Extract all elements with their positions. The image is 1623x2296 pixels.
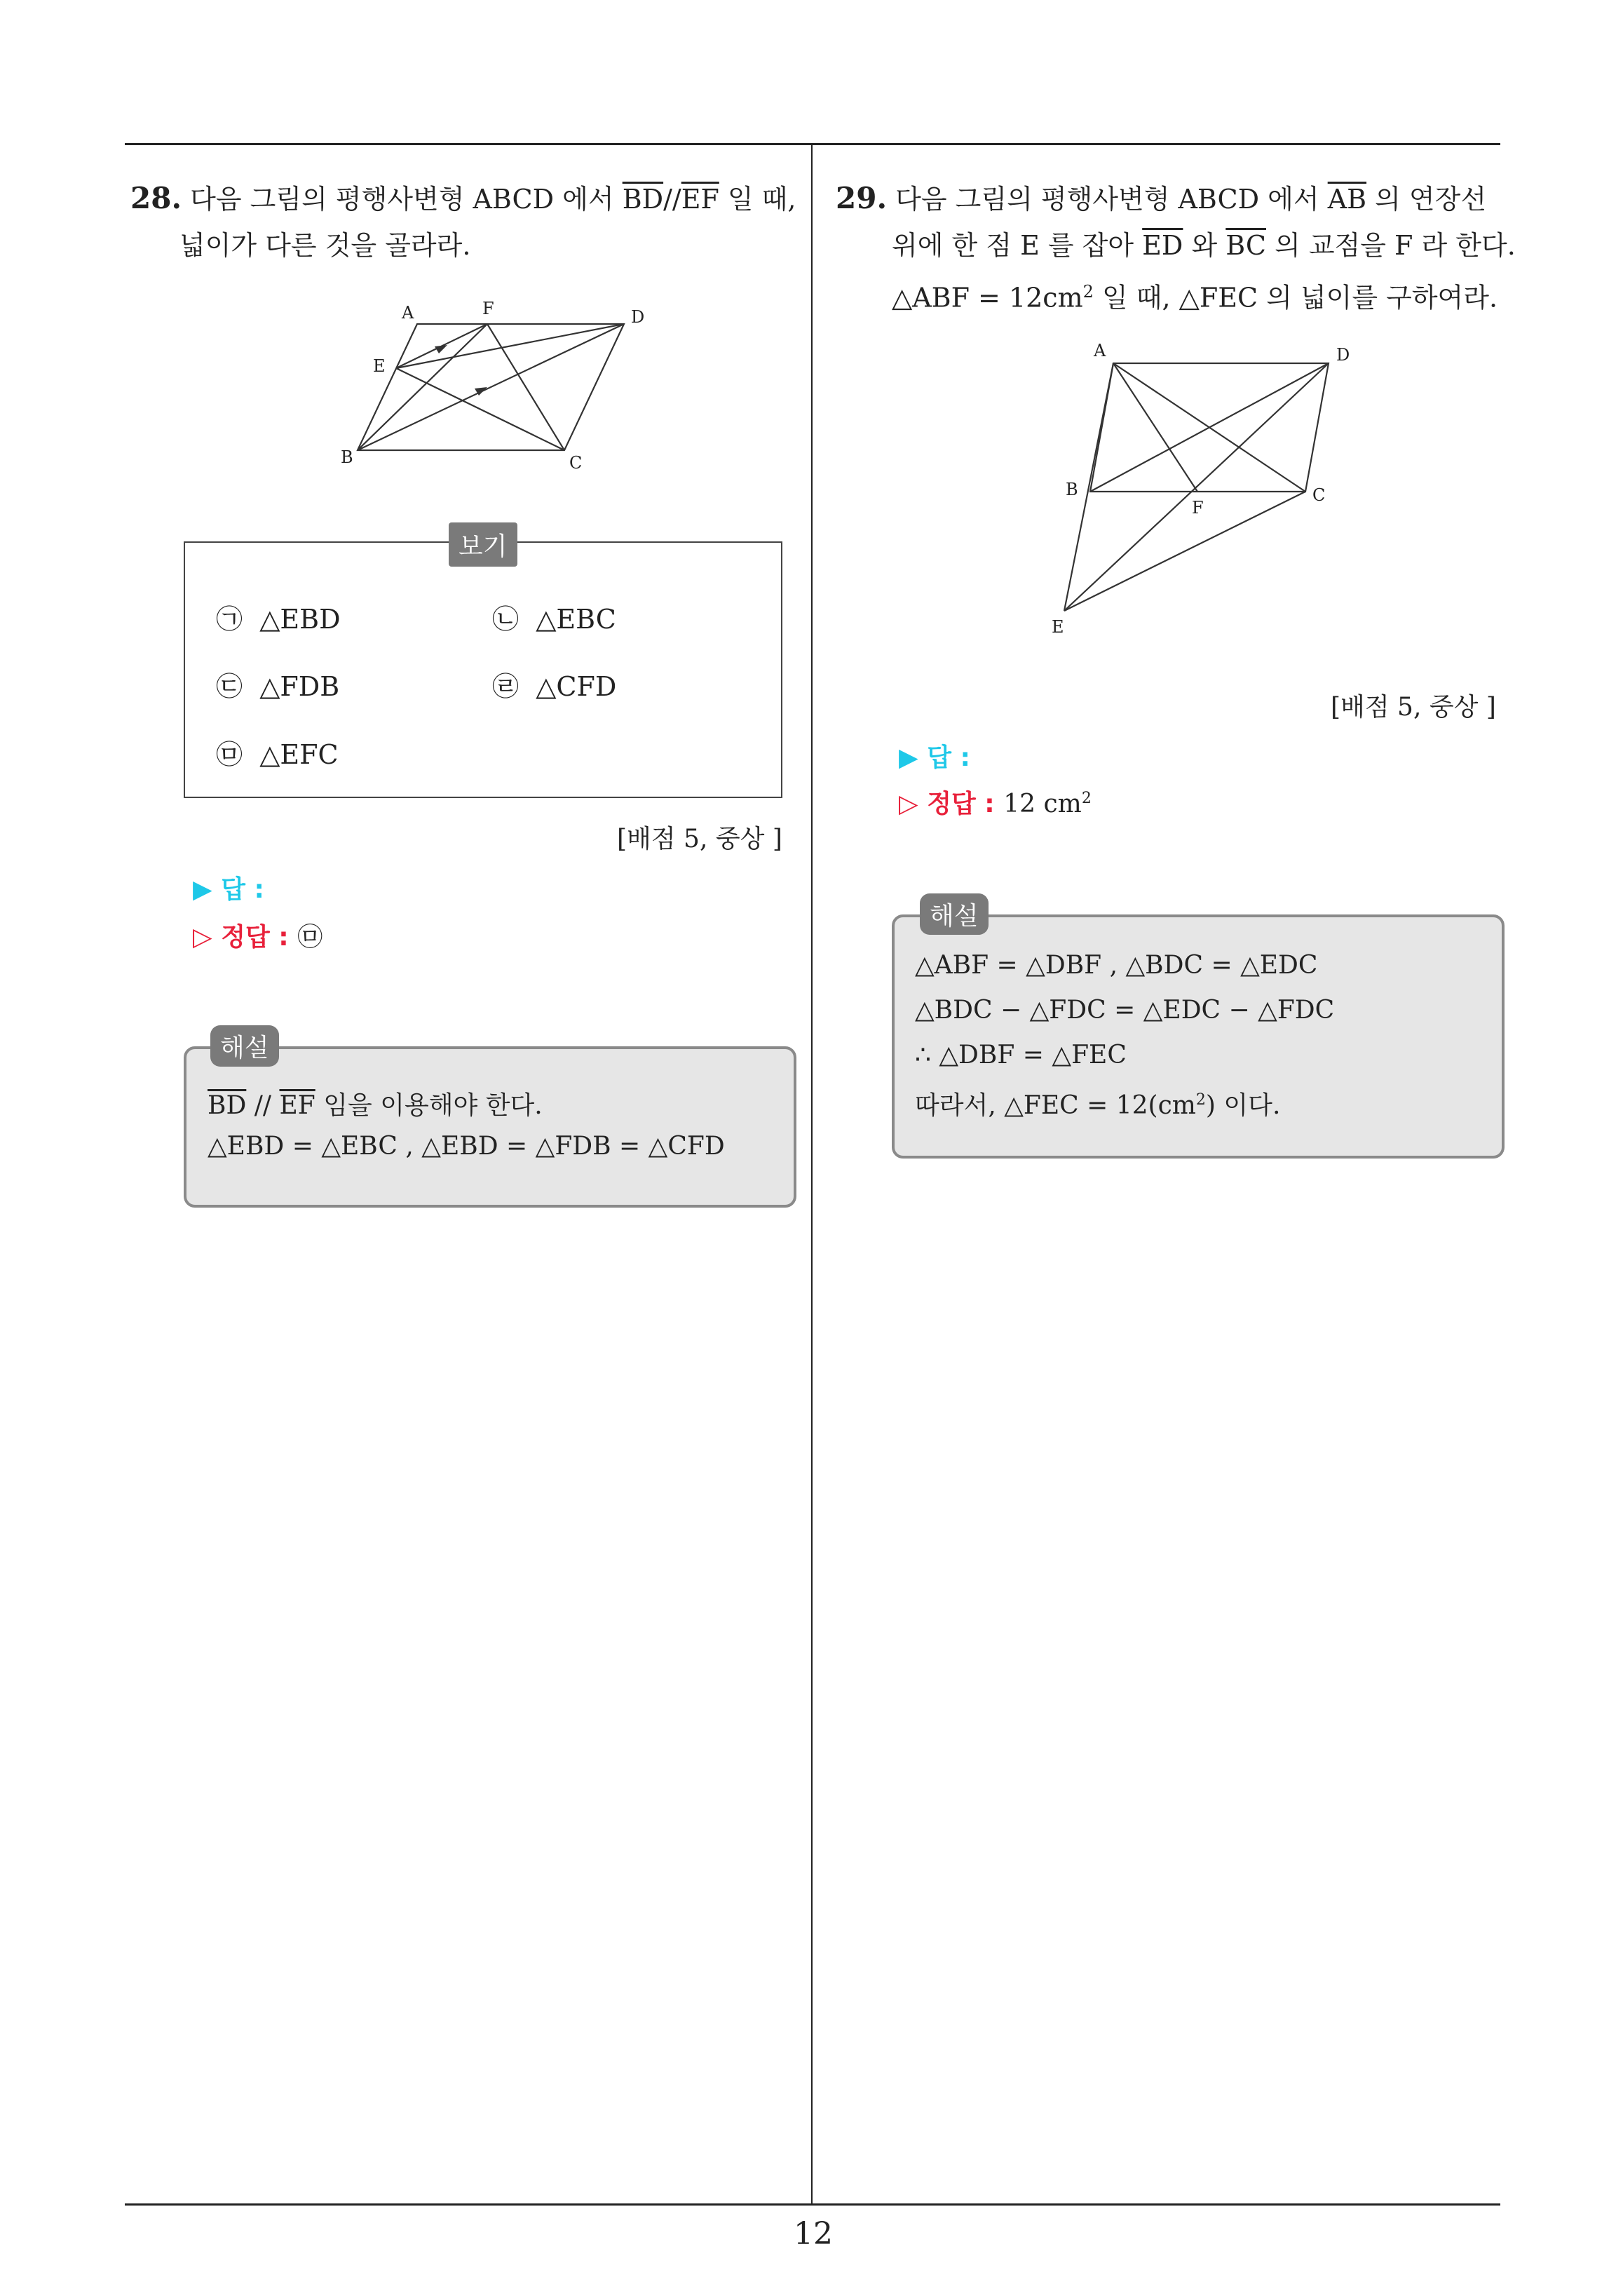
segment-ef: $\overline{EF}$ (681, 184, 719, 215)
bogi-title: 보기 (449, 522, 517, 567)
label-d: D (631, 307, 645, 327)
label-c: C (1312, 485, 1326, 505)
explanation-29-line2: △BDC − △FDC = △EDC − △FDC (915, 996, 1335, 1025)
choice-2: ㉡ △EBC (492, 604, 616, 635)
label-a: A (1094, 341, 1106, 360)
explanation-title-29: 해설 (920, 893, 989, 935)
label-f: F (1192, 498, 1204, 518)
label-f: F (482, 299, 494, 318)
answer-label-29: ▶ 답 : (899, 743, 970, 772)
top-rule (125, 143, 1500, 145)
page-number: 12 (794, 2216, 833, 2252)
explanation-29-line3: ∴ △DBF = △FEC (915, 1041, 1127, 1069)
explanation-28-line1: $\overline{BD} // \overline{EF}$ 임을 이용해야 한다. (208, 1091, 543, 1120)
explanation-29-line1: △ABF = △DBF , △BDC = △EDC (915, 951, 1318, 980)
choice-4: ㉣ △CFD (492, 671, 617, 702)
question-28 (130, 175, 796, 269)
label-b: B (341, 447, 353, 467)
correct-answer-29: ▷ 정답 : 12 $cm^2$ (899, 790, 1092, 818)
explanation-title-28: 해설 (210, 1025, 279, 1067)
question-number: 29. (836, 181, 888, 215)
label-a: A (402, 303, 414, 323)
choice-5: ㉤ △EFC (216, 739, 339, 770)
question-29 (836, 175, 1516, 321)
question-29-line1: 29. 다음 그림의 평행사변형 ABCD 에서 $\overline{AB}$ 의 연장선 (836, 181, 1487, 215)
explanation-29-line4: 따라서, △FEC = $12(cm^2)$ 이다. (915, 1091, 1281, 1120)
label-e: E (373, 356, 386, 376)
bottom-rule (125, 2203, 1500, 2206)
segment-bd: $\overline{BD}$ (622, 184, 664, 215)
question-29-line3: △ABF = $12cm^2$ 일 때, △FEC 의 넓이를 구하여라. (892, 282, 1498, 313)
score-28: [배점 5, 중상 ] (617, 825, 782, 853)
answer-label-28: ▶ 답 : (193, 875, 264, 904)
label-e: E (1052, 617, 1064, 637)
parallelogram-figure-29 (1052, 341, 1374, 642)
correct-answer-28: ▷ 정답 : ㉤ (193, 923, 323, 952)
question-number: 28. (130, 181, 182, 215)
explanation-box-28 (184, 1046, 796, 1208)
label-d: D (1336, 345, 1350, 365)
correct-value-29: 12 $cm^2$ (1003, 790, 1092, 818)
parallelogram-figure-28 (330, 295, 652, 477)
label-b: B (1066, 480, 1078, 499)
question-28-line2: 넓이가 다른 것을 골라라. (179, 230, 471, 261)
label-c: C (569, 453, 583, 473)
column-divider (811, 143, 813, 2205)
explanation-28-line2: △EBD = △EBC , △EBD = △FDB = △CFD (208, 1132, 725, 1161)
question-29-line2: 위에 한 점 E 를 잡아 $\overline{ED}$ 와 $\overline{BC}$ 의 교점을 F 라 한다. (892, 230, 1516, 261)
question-28-line1: 28. 다음 그림의 평행사변형 ABCD 에서 $\overline{BD}//\overline{EF}$ 일 때, (130, 181, 796, 215)
choice-1: ㉠ △EBD (216, 604, 341, 635)
correct-value-28: ㉤ (297, 923, 323, 952)
score-29: [배점 5, 중상 ] (1331, 693, 1496, 722)
choice-3: ㉢ △FDB (216, 671, 340, 702)
